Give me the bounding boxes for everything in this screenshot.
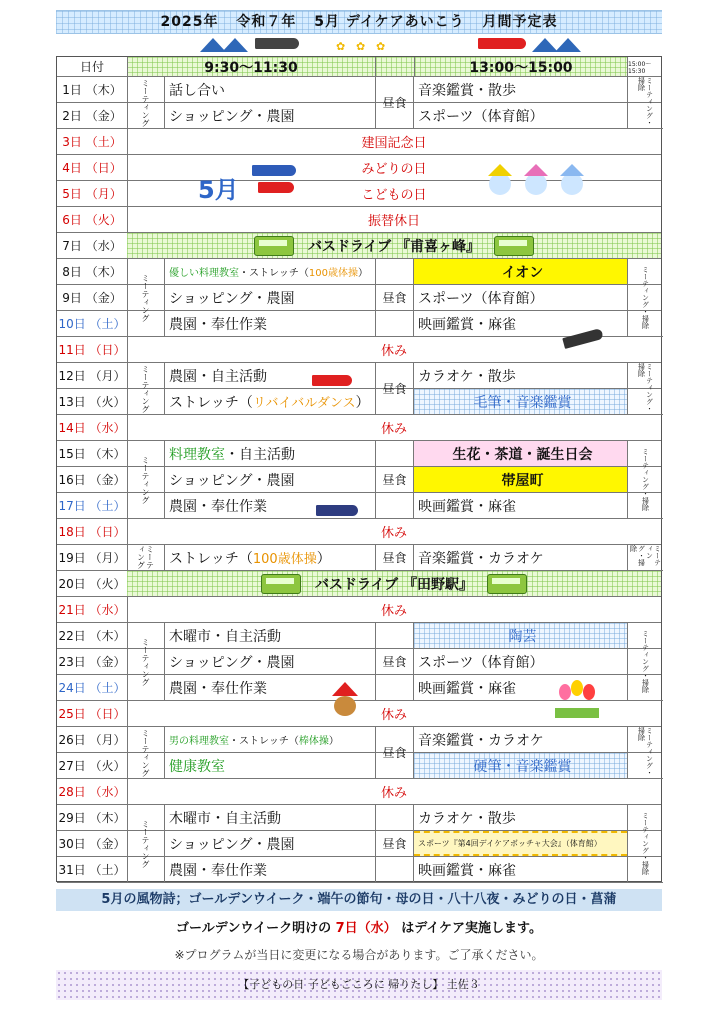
table-row — [57, 207, 661, 233]
cleanup-cell — [627, 363, 663, 415]
am-activity-part: 棒体操 — [298, 736, 329, 747]
bus-drive-text: バスドライブ 『甫喜ヶ峰』 — [307, 238, 481, 255]
date-cell: 7日 （水） — [62, 239, 122, 253]
children-mascot-icon — [482, 160, 592, 196]
cleanup-label: ミーティング・掃除 — [641, 448, 650, 511]
am-activity — [165, 441, 375, 466]
am-activity-part: 男の料理教室 — [169, 736, 229, 747]
am-activity-part: 農園・奉仕作業 — [169, 316, 267, 333]
bus-icon — [487, 574, 527, 594]
date-cell: 20日 （火） — [58, 577, 126, 591]
am-activity-part: 農園・奉仕作業 — [169, 498, 267, 515]
cleanup-label: ミーティング・掃除 — [637, 363, 654, 412]
page-title — [56, 10, 662, 34]
header-date: 日付 — [79, 60, 104, 74]
am-activity-part: ストレッチ（ — [169, 394, 253, 411]
meeting-cell — [127, 545, 165, 571]
holiday-label: 休み — [380, 526, 407, 541]
am-activity-part: ショッピング・農園 — [169, 836, 295, 853]
bus-icon — [494, 236, 534, 256]
cleanup-cell — [627, 623, 663, 701]
holiday-label: こどもの日 — [361, 188, 427, 203]
am-activity-part: 料理教室 — [169, 446, 225, 463]
meeting-cell — [127, 623, 165, 701]
pm-activity: イオン — [414, 259, 627, 284]
am-activity-part: ・ストレッチ（ — [229, 736, 299, 747]
table-row — [57, 415, 661, 441]
flower-icon: ✿ — [356, 40, 366, 53]
lunch-cell: 昼食 — [375, 441, 414, 519]
koinobori-icon — [478, 38, 526, 49]
flower-icon: ✿ — [376, 40, 386, 53]
am-activity — [165, 467, 375, 492]
am-activity-part: 木曜市・自主活動 — [169, 810, 281, 827]
am-activity — [165, 77, 375, 102]
table-header — [57, 57, 661, 77]
meeting-label: ミーティング — [141, 273, 150, 322]
motto-banner: 【子どもの日 子どもごころに 帰りたし】 土佐３ — [56, 970, 662, 1000]
may-badge: 5月 — [198, 176, 239, 204]
date-cell: 14日 （水） — [58, 421, 126, 435]
date-cell: 31日 （土） — [58, 863, 126, 877]
pm-activity: 毛筆・音楽鑑賞 — [414, 389, 627, 414]
title-era: 令和７年 — [236, 14, 297, 30]
date-cell: 25日 （日） — [58, 707, 126, 721]
am-activity — [165, 753, 375, 778]
am-activity — [165, 311, 375, 336]
header-lunch-blank — [375, 57, 414, 76]
am-activity — [165, 623, 375, 648]
header-am-time: 9:30〜11:30 — [127, 57, 375, 76]
meeting-label: ミーティング — [136, 545, 155, 569]
am-activity — [165, 285, 375, 310]
am-activity-part: ） — [316, 550, 331, 567]
change-note: ※プログラムが当日に変更になる場合があります。ご了承ください。 — [174, 948, 544, 962]
cleanup-label: ミーティング・掃除 — [629, 545, 662, 566]
cleanup-label: ミーティング・掃除 — [641, 630, 650, 693]
tulip-icon — [555, 678, 599, 718]
date-cell: 5日 （月） — [62, 187, 122, 201]
koinobori-icon — [255, 38, 299, 49]
koinobori-icon — [312, 375, 352, 386]
date-cell: 12日 （月） — [58, 369, 126, 383]
date-cell: 29日 （木） — [58, 811, 126, 825]
meeting-cell — [127, 259, 165, 337]
mountain-icon — [222, 38, 248, 52]
am-activity-part: 農園・奉仕作業 — [169, 862, 267, 879]
am-activity — [165, 857, 375, 882]
cleanup-label: ミーティング・掃除 — [637, 77, 654, 126]
holiday-label: 休み — [380, 422, 407, 437]
cleanup-cell — [627, 77, 663, 129]
pm-activity: 映画鑑賞・麻雀 — [418, 862, 516, 879]
notice-text-a: ゴールデンウイーク明けの — [176, 921, 332, 936]
koinobori-icon — [252, 165, 296, 176]
table-row — [57, 519, 661, 545]
cleanup-cell — [627, 259, 663, 337]
meeting-label: ミーティング — [141, 78, 150, 127]
pm-activity: スポーツ『第4回デイケアボッチャ大会』（体育館） — [414, 831, 627, 856]
date-cell: 8日 （木） — [62, 265, 122, 279]
am-activity — [165, 103, 375, 128]
pm-activity: 音楽鑑賞・散歩 — [418, 82, 516, 99]
am-activity-part: ） — [328, 736, 339, 747]
meeting-label: ミーティング — [141, 637, 150, 686]
holiday-label: みどりの日 — [361, 162, 427, 177]
am-activity-part: 農園・奉仕作業 — [169, 680, 267, 697]
flower-icon: ✿ — [336, 40, 346, 53]
cleanup-label: ミーティング・掃除 — [637, 727, 654, 776]
lunch-cell: 昼食 — [375, 623, 414, 701]
pm-activity: 音楽鑑賞・カラオケ — [418, 732, 544, 749]
date-cell: 24日 （土） — [58, 681, 126, 695]
am-activity-part: 100歳体操 — [308, 268, 358, 279]
pm-activity: 音楽鑑賞・カラオケ — [418, 550, 544, 567]
date-cell: 13日 （火） — [58, 395, 126, 409]
meeting-cell — [127, 727, 165, 779]
am-activity-part: ） — [355, 394, 370, 411]
title-doc: 月間予定表 — [482, 14, 558, 30]
date-cell: 28日 （水） — [58, 785, 126, 799]
am-activity-part: ショッピング・農園 — [169, 472, 295, 489]
am-activity-part: 100歳体操 — [252, 552, 317, 567]
notice-highlight: 7日（水） — [335, 921, 397, 936]
lunch-cell: 昼食 — [375, 77, 414, 129]
cleanup-cell — [627, 441, 663, 519]
date-cell: 4日 （日） — [62, 161, 122, 175]
pm-activity: スポーツ（体育館） — [418, 290, 544, 307]
header-pm-time: 13:00〜15:00 — [414, 57, 627, 76]
date-cell: 23日 （金） — [58, 655, 126, 669]
date-cell: 15日 （木） — [58, 447, 126, 461]
meeting-cell — [127, 363, 165, 415]
meeting-label: ミーティング — [141, 455, 150, 504]
lunch-cell: 昼食 — [375, 363, 414, 415]
meeting-cell — [127, 441, 165, 519]
cleanup-label: ミーティング・掃除 — [641, 266, 650, 329]
date-cell: 9日 （金） — [62, 291, 122, 305]
am-activity — [165, 389, 375, 414]
pm-activity: 映画鑑賞・麻雀 — [418, 680, 516, 697]
date-cell: 1日 （木） — [62, 83, 122, 97]
holiday-label: 建国記念日 — [361, 136, 427, 151]
cleanup-cell — [627, 805, 663, 883]
date-cell: 19日 （月） — [58, 551, 126, 565]
header-pm-small: 15:00〜15:30 — [627, 57, 663, 76]
meeting-label: ミーティング — [141, 364, 150, 413]
table-row — [57, 129, 661, 155]
koinobori-icon — [258, 182, 294, 193]
pm-activity: 映画鑑賞・麻雀 — [418, 316, 516, 333]
meeting-cell — [127, 805, 165, 883]
meeting-cell — [127, 77, 165, 129]
date-cell: 26日 （月） — [58, 733, 126, 747]
pm-activity: スポーツ（体育館） — [418, 108, 544, 125]
date-cell: 17日 （土） — [58, 499, 126, 513]
date-cell: 16日 （金） — [58, 473, 126, 487]
pm-activity: スポーツ（体育館） — [418, 654, 544, 671]
am-activity — [165, 831, 375, 856]
am-activity — [165, 649, 375, 674]
title-year: 2025年 — [160, 14, 219, 30]
am-activity-part: ・ストレッチ（ — [239, 268, 309, 279]
holiday-label: 休み — [380, 708, 407, 723]
cleanup-label: ミーティング・掃除 — [641, 812, 650, 875]
seasonal-banner: 5月の風物詩；ゴールデンウイーク・端午の節句・母の日・八十八夜・みどりの日・菖蒲 — [56, 889, 662, 911]
am-activity-part: 話し合い — [169, 82, 225, 99]
pm-activity: 陶芸 — [414, 623, 627, 648]
am-activity-part: 木曜市・自主活動 — [169, 628, 281, 645]
date-cell: 21日 （水） — [58, 603, 126, 617]
cleanup-cell — [627, 727, 663, 779]
meeting-label: ミーティング — [141, 728, 150, 777]
table-row — [57, 571, 661, 597]
lunch-cell: 昼食 — [375, 259, 414, 337]
cleanup-cell — [627, 545, 663, 571]
am-activity-part: ・自主活動 — [225, 446, 295, 463]
table-row — [57, 233, 661, 259]
holiday-label: 振替休日 — [367, 214, 420, 229]
date-cell: 11日 （日） — [58, 343, 126, 357]
am-activity-part: リバイバルダンス — [252, 396, 356, 411]
am-activity — [165, 805, 375, 830]
koinobori-icon — [316, 505, 358, 516]
pm-activity: 映画鑑賞・麻雀 — [418, 498, 516, 515]
am-activity — [165, 259, 375, 284]
am-activity-part: ショッピング・農園 — [169, 654, 295, 671]
table-row — [57, 597, 661, 623]
holiday-label: 休み — [380, 604, 407, 619]
bus-drive-event — [127, 571, 661, 596]
pm-activity: カラオケ・散歩 — [418, 810, 516, 827]
am-activity-part: 優しい料理教室 — [169, 268, 239, 279]
title-month: 5月 デイケアあいこう — [314, 14, 465, 30]
am-activity-part: ショッピング・農園 — [169, 108, 295, 125]
bus-drive-event — [127, 233, 661, 258]
date-cell: 30日 （金） — [58, 837, 126, 851]
am-activity — [165, 545, 375, 570]
table-row — [57, 779, 661, 805]
date-cell: 22日 （木） — [58, 629, 126, 643]
lunch-cell: 昼食 — [375, 805, 414, 883]
lunch-cell: 昼食 — [375, 727, 414, 779]
meeting-label: ミーティング — [141, 819, 150, 868]
dog-helmet-icon — [330, 682, 360, 718]
mountain-icon — [555, 38, 581, 52]
am-activity-part: ストレッチ（ — [169, 550, 253, 567]
date-cell: 3日 （土） — [62, 135, 122, 149]
date-cell: 18日 （日） — [58, 525, 126, 539]
notice-text-b: はデイケア実施します。 — [401, 921, 542, 936]
date-cell: 2日 （金） — [62, 109, 122, 123]
pm-activity: カラオケ・散歩 — [418, 368, 516, 385]
am-activity — [165, 727, 375, 752]
date-cell: 10日 （土） — [58, 317, 126, 331]
date-cell: 6日 （火） — [62, 213, 122, 227]
am-activity-part: 健康教室 — [169, 758, 225, 775]
lunch-cell: 昼食 — [375, 545, 414, 571]
holiday-label: 休み — [380, 786, 407, 801]
pm-activity: 硬筆・音楽鑑賞 — [414, 753, 627, 778]
holiday-label: 休み — [380, 344, 407, 359]
date-cell: 27日 （火） — [58, 759, 126, 773]
pm-activity: 帯屋町 — [414, 467, 627, 492]
am-activity-part: ショッピング・農園 — [169, 290, 295, 307]
bus-icon — [254, 236, 294, 256]
notice-line — [56, 917, 662, 936]
bus-icon — [261, 574, 301, 594]
pm-activity: 生花・茶道・誕生日会 — [414, 441, 627, 466]
bus-drive-text: バスドライブ 『田野駅』 — [314, 576, 474, 593]
am-activity-part: 農園・自主活動 — [169, 368, 267, 385]
am-activity-part: ） — [358, 268, 368, 279]
